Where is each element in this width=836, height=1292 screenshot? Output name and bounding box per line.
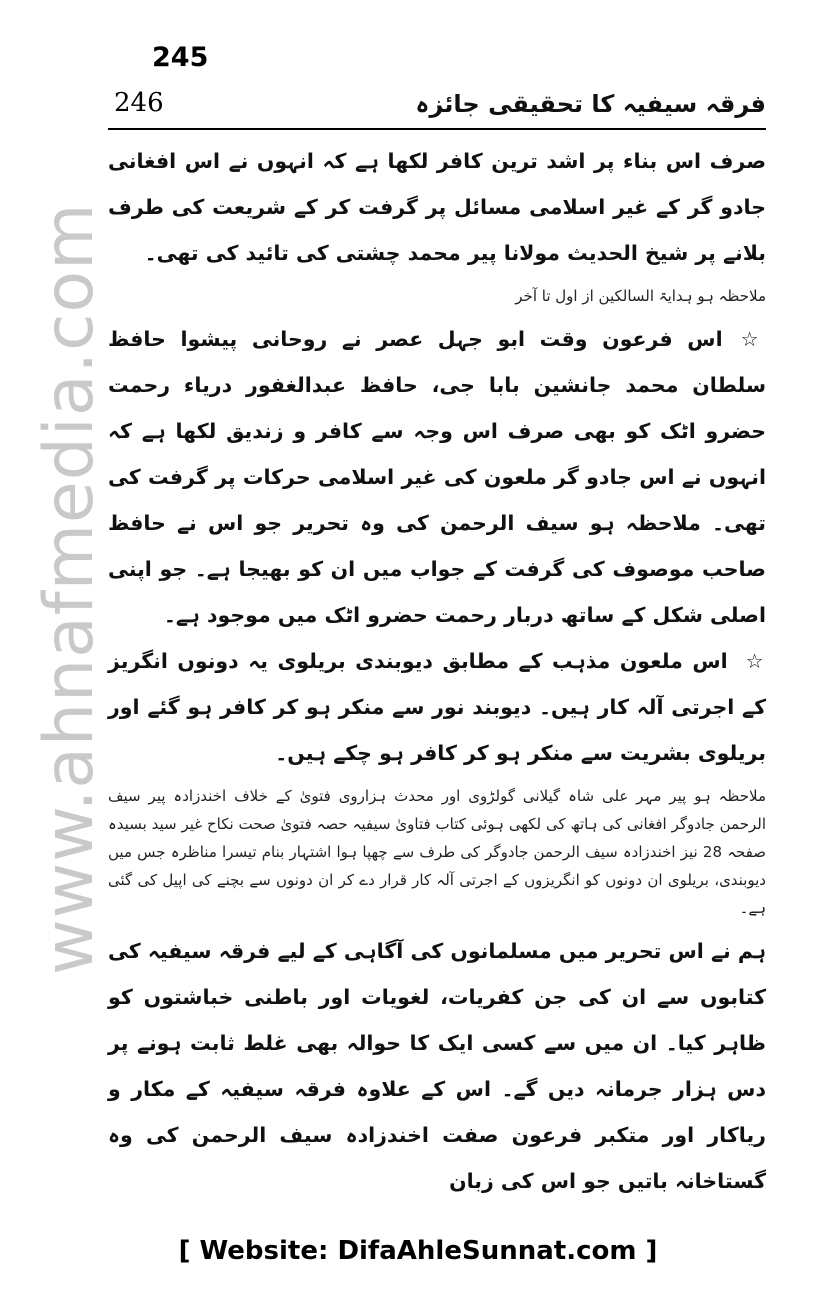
watermark: www.ahnafmedia.com	[30, 202, 109, 975]
paragraph-3-text: اس ملعون مذہب کے مطابق دیوبندی بریلوی یہ دونوں انگریز کے اجرتی آلہ کار ہیں۔ دیوبند نور سے منکر ہو کر کافر ہو گئے اور بریلوی بشریت سے منکر ہو کر کافر ہو چکے ہیں۔	[108, 649, 766, 765]
paragraph-3	[108, 638, 766, 776]
star-icon: ☆	[745, 649, 766, 673]
reference-note-2: ملاحظہ ہو پیر مہر علی شاہ گیلانی گولڑوی اور محدث ہزاروی فتویٰ کے خلاف اخندزادہ پیر سیف الرحمن جادوگر افغانی کی ہاتھ کی لکھی ہوئی کتاب فتاویٰ سیفیہ حصہ فتویٰ صحت نکاح غیر سید بسیدہ صفحہ 28 نیز اخندزادہ سیف الرحمن جادوگر کی طرف سے چھپا ہوا اشتہار بنام تیسرا مناظرہ جس میں دیوبندی، بریلوی ان دونوں کو انگریزوں کے اجرتی آلہ کار قرار دے کر ان دونوں سے بچنے کی اپیل کی گئی ہے۔	[108, 787, 766, 917]
page-content	[108, 138, 766, 1204]
page-header	[108, 88, 766, 126]
page-number: 246	[114, 88, 164, 118]
book-title: فرقہ سیفیہ کا تحقیقی جائزہ	[415, 90, 766, 118]
paragraph-1: صرف اس بناء پر اشد ترین کافر لکھا ہے کہ انہوں نے اس افغانی جادو گر کے غیر اسلامی مسائل پر گرفت کر کے شریعت کی طرف بلانے پر شیخ الحدیث مولانا پیر محمد چشتی کی تائید کی تھی۔	[108, 149, 766, 265]
paragraph-2	[108, 316, 766, 638]
star-icon: ☆	[740, 327, 766, 351]
reference-note-1: ملاحظہ ہو ہدایۃ السالکین از اول تا آخر	[515, 287, 766, 305]
header-divider	[108, 128, 766, 130]
paragraph-2-text: اس فرعون وقت ابو جہل عصر نے روحانی پیشوا حافظ سلطان محمد جانشین بابا جی، حافظ عبدالغفور دریاء رحمت حضرو اٹک کو بھی صرف اس وجہ سے کافر و زندیق لکھا ہے کہ انہوں نے اس جادو گر ملعون کی غیر اسلامی حرکات پر گرفت کی تھی۔ ملاحظہ ہو سیف الرحمن کی وہ تحریر جو اس نے حافظ صاحب موصوف کی گرفت کے جواب میں ان کو بھیجا ہے۔ جو اپنی اصلی شکل کے ساتھ دربار رحمت حضرو اٹک میں موجود ہے۔	[108, 327, 766, 627]
page-top-number: 245	[152, 42, 209, 73]
website-footer: [ Website: DifaAhleSunnat.com ]	[178, 1236, 658, 1266]
paragraph-4: ہم نے اس تحریر میں مسلمانوں کی آگاہی کے لیے فرقہ سیفیہ کی کتابوں سے ان کی جن کفریات، لغویات اور باطنی خباشتوں کو ظاہر کیا۔ ان میں سے کسی ایک کا حوالہ بھی غلط ثابت ہونے پر دس ہزار جرمانہ دیں گے۔ اس کے علاوہ فرقہ سیفیہ کے مکار و ریاکار اور متکبر فرعون صفت اخندزادہ سیف الرحمن کی وہ گستاخانہ باتیں جو اس کی زبان	[108, 939, 766, 1193]
